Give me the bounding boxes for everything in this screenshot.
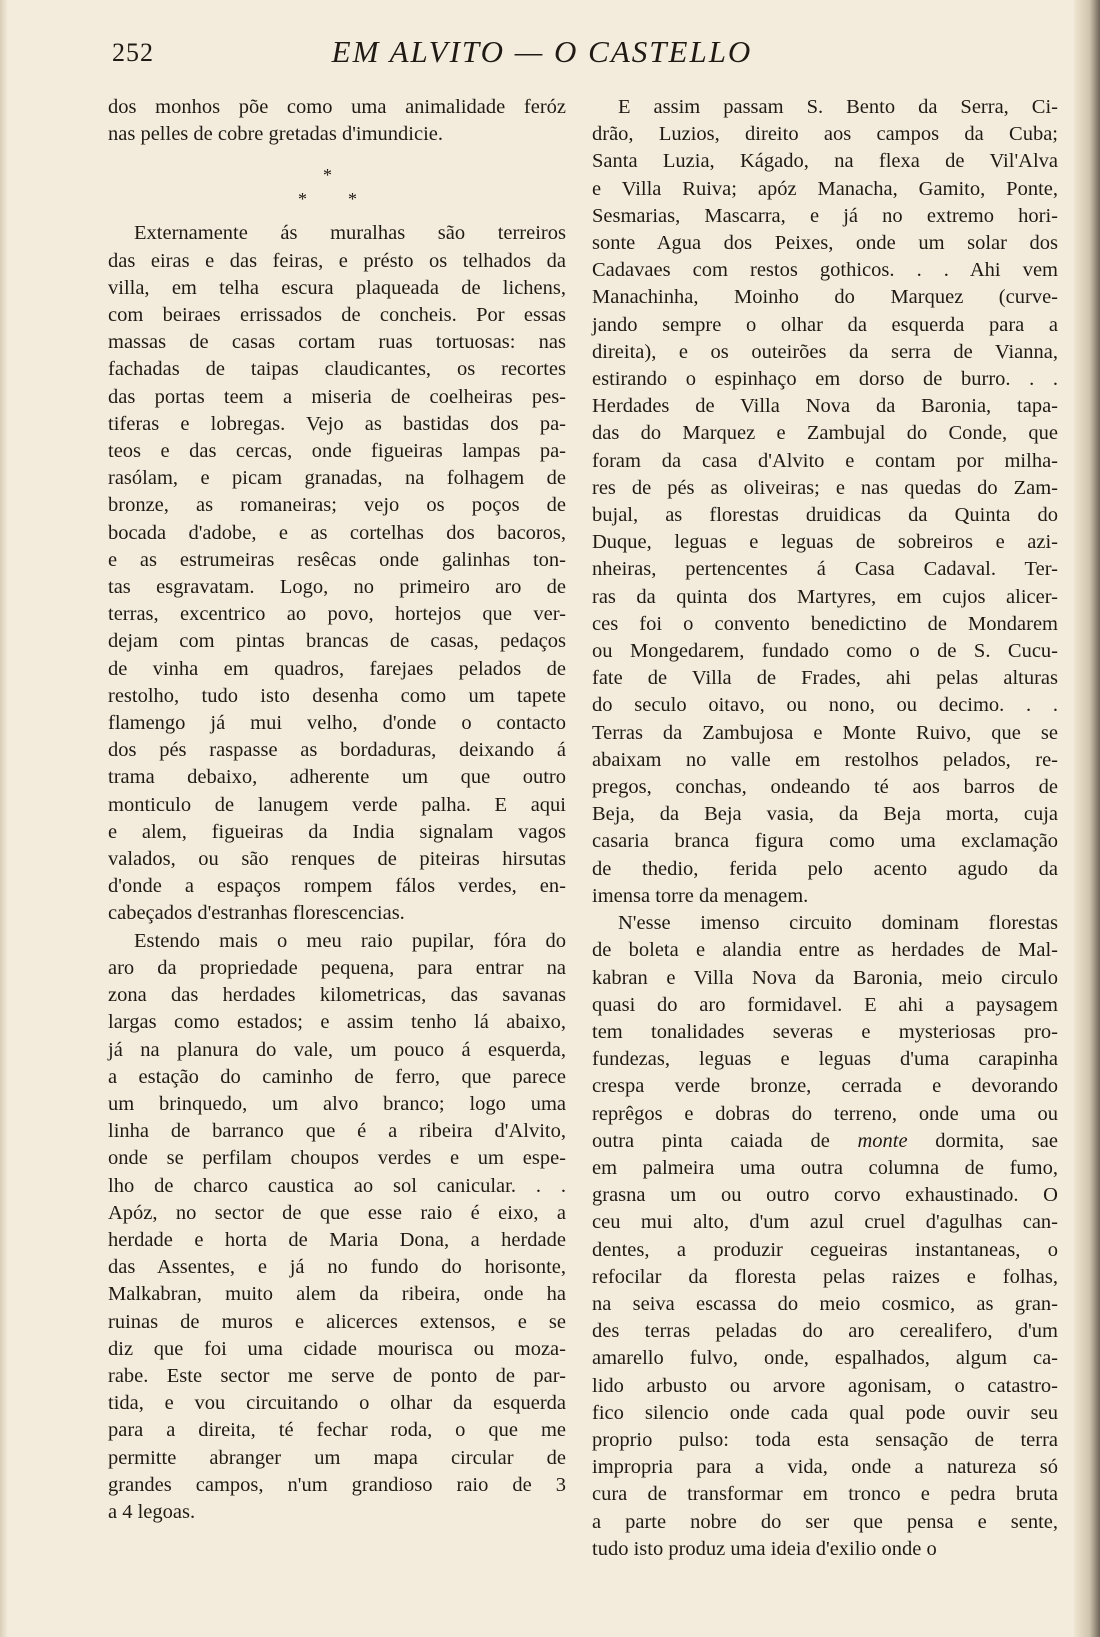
text-line: rasólam, e picam granadas, na folhagem de: [108, 467, 566, 490]
text-line: N'esse imenso circuito dominam florestas: [618, 912, 1058, 935]
text-line: Externamente ás muralhas são terreiros: [134, 222, 566, 245]
text-line: ces foi o convento benedictino de Mondarem: [592, 612, 1058, 635]
text-line: bronze, as romaneiras; vejo os poços de: [108, 494, 566, 517]
running-title: EM ALVITO — O CASTELLO: [331, 34, 753, 69]
text-line: dos pés raspasse as bordaduras, deixando á: [108, 739, 566, 762]
text-line: de vinha em quadros, farejaes pelados de: [108, 657, 566, 680]
text-line: refocilar da floresta pelas raizes e folhas,: [592, 1265, 1058, 1288]
text-line: Malkabran, muito alem da ribeira, onde ha: [108, 1283, 566, 1306]
text-line: tudo isto produz uma ideia d'exilio onde o: [592, 1537, 937, 1560]
text-line: Terras da Zambujosa e Monte Ruivo, que se: [592, 721, 1058, 744]
text-line: Cadavaes com restos gothicos. . . Ahi vem: [592, 259, 1058, 282]
text-line: dentes, a produzir cegueiras instantaneas, o: [592, 1238, 1058, 1261]
text-line: das Assentes, e já no fundo do horisonte,: [108, 1256, 566, 1279]
text-line: ruinas de muros e alicerces extensos, e se: [108, 1310, 566, 1333]
text-line: villa, em telha escura plaqueada de lichens,: [108, 276, 566, 299]
text-line: e Villa Ruiva; apóz Manacha, Gamito, Ponte,: [592, 177, 1058, 200]
text-line: das eiras e das feiras, e présto os telhados da: [108, 249, 566, 272]
text-line: flamengo já mui velho, d'onde o contacto: [108, 712, 566, 735]
text-line: impropria para a vida, onde a natureza só: [592, 1456, 1058, 1479]
text-line: largas como estados; e assim tenho lá abaixo,: [108, 1011, 566, 1034]
text-line: amarello fulvo, onde, espalhados, algum ca-: [592, 1347, 1058, 1370]
text-line: des terras peladas do aro cerealifero, d'um: [592, 1320, 1058, 1343]
text-line: fate de Villa de Frades, ahi pelas alturas: [592, 667, 1058, 690]
text-line: Beja, da Beja vasia, da Beja morta, cuja: [592, 803, 1058, 826]
asterisk: *: [298, 189, 307, 210]
text-line: ou Mongedarem, fundado como o de S. Cucu-: [592, 640, 1058, 663]
text-line: a parte nobre do ser que pensa e sente,: [592, 1510, 1058, 1533]
text-line: crespa verde bronze, cerrada e devorando: [592, 1075, 1058, 1098]
text-fragment: outra pinta caiada de: [592, 1129, 858, 1152]
text-line: estirando o espinhaço em dorso de burro. . .: [592, 368, 1058, 391]
text-line: Duque, leguas e leguas de sobreiros e azi-: [592, 531, 1058, 554]
text-line: grasna um ou outro corvo exhaustinado. O: [592, 1184, 1058, 1207]
text-line: dos monhos põe como uma animalidade feróz: [108, 96, 566, 118]
text-line: bocada d'adobe, e as cortelhas dos bacoros,: [108, 521, 566, 544]
text-line: pregos, conchas, ondeando té aos barros de: [592, 776, 1058, 799]
text-line: dejam com pintas brancas de casas, pedaços: [108, 630, 566, 653]
text-line: e alem, figueiras da India signalam vagos: [108, 820, 566, 843]
text-line: ras da quinta dos Martyres, em cujos alicer-: [592, 585, 1058, 608]
text-line: herdade e horta de Maria Dona, a herdade: [108, 1228, 566, 1251]
text-line: foram da casa d'Alvito e contam por milha-: [592, 449, 1058, 472]
text-line: permitte abranger um mapa circular de: [108, 1446, 566, 1469]
text-line: teos e das cercas, onde figueiras lampas pa-: [108, 440, 566, 463]
text-line: tas esgravatam. Logo, no primeiro aro de: [108, 576, 566, 599]
text-line: um brinquedo, um alvo branco; logo uma: [108, 1092, 566, 1115]
text-line: proprio pulso: toda esta sensação de terra: [592, 1428, 1058, 1451]
text-line: nas pelles de cobre gretadas d'imundicie.: [108, 123, 443, 146]
text-line: trama debaixo, adherente um que outro: [108, 766, 566, 789]
text-line: do seculo oitavo, ou nono, ou decimo. . .: [592, 694, 1058, 717]
text-line: em palmeira uma outra columna de fumo,: [592, 1156, 1058, 1179]
text-line: grandes campos, n'um grandioso raio de 3: [108, 1473, 566, 1496]
page-gutter-shadow: [0, 0, 8, 1637]
text-line: já na planura do vale, um pouco á esquerda,: [108, 1038, 566, 1061]
text-line: tida, e vou circuitando o olhar da esquerda: [108, 1392, 566, 1415]
asterisk: *: [323, 165, 332, 186]
page-header: [112, 34, 972, 74]
text-line: lido arbusto ou arvore agonisam, o catastro-: [592, 1374, 1058, 1397]
text-line: de thedio, ferida pelo acento agudo da: [592, 857, 1058, 880]
text-line: Apóz, no sector de que esse raio é eixo, a: [108, 1201, 566, 1224]
text-line: direita), e os outeirões da serra de Vianna,: [592, 340, 1058, 363]
text-line: tiferas e lobregas. Vejo as bastidas dos pa-: [108, 412, 566, 435]
text-line: das do Marquez e Zambujal do Conde, que: [592, 422, 1058, 445]
text-line: com beiraes errissados de concheis. Por essas: [108, 304, 566, 327]
asterisk: *: [348, 189, 357, 210]
text-line: Manachinha, Moinho do Marquez (curve-: [592, 286, 1058, 309]
text-line: a 4 legoas.: [108, 1500, 196, 1523]
text-line: na seiva escassa do meio cosmico, as gran-: [592, 1292, 1058, 1315]
text-line: fachadas de taipas claudicantes, os recortes: [108, 358, 566, 381]
text-line: Estendo mais o meu raio pupilar, fóra do: [134, 929, 566, 952]
text-line: E assim passam S. Bento da Serra, Ci-: [618, 96, 1058, 118]
text-line: de boleta e alandia entre as herdades de Mal-: [592, 939, 1058, 962]
text-line: jando sempre o olhar da esquerda para a: [592, 313, 1058, 336]
text-line: abaixam no valle em restolhos pelados, re-: [592, 748, 1058, 771]
text-line: onde se perfilam choupos verdes e um espe-: [108, 1147, 566, 1170]
section-break-asterism: [108, 152, 566, 220]
text-line: tem tonalidades severas e mysteriosas pro-: [592, 1020, 1058, 1043]
text-line: d'onde a espaços rompem fálos verdes, en-: [108, 875, 566, 898]
text-line: cura de transformar em tronco e pedra bruta: [592, 1483, 1058, 1506]
text-line: rabe. Este sector me serve de ponto de par-: [108, 1364, 566, 1387]
text-line: cabeçados d'estranhas florescencias.: [108, 902, 405, 925]
text-line: lho de charco caustica ao sol canicular. . .: [108, 1174, 566, 1197]
text-line: Sesmarias, Mascarra, e já no extremo hori-: [592, 204, 1058, 227]
text-line: terras, excentrico ao povo, hortejos que ver-: [108, 603, 566, 626]
text-line: das portas teem a miseria de coelheiras pes-: [108, 385, 566, 408]
text-line: [592, 1128, 1058, 1155]
right-text-column: [592, 94, 1058, 1563]
text-line: ceu mui alto, d'um azul cruel d'agulhas can-: [592, 1211, 1058, 1234]
text-line: kabran e Villa Nova da Baronia, meio circulo: [592, 966, 1058, 989]
text-line: res de pés as oliveiras; e nas quedas do Zam-: [592, 476, 1058, 499]
text-line: diz que foi uma cidade mourisca ou moza-: [108, 1337, 566, 1360]
text-line: Santa Luzia, Kágado, na flexa de Vil'Alva: [592, 150, 1058, 173]
text-line: monticulo de lanugem verde palha. E aqui: [108, 793, 566, 816]
text-line: sonte Agua dos Peixes, onde um solar dos: [592, 232, 1058, 255]
italic-word: monte: [857, 1129, 908, 1152]
text-line: massas de casas cortam ruas tortuosas: nas: [108, 331, 566, 354]
page-edge-shadow: [1074, 0, 1100, 1637]
text-line: linha de barranco que é a ribeira d'Alvito,: [108, 1120, 566, 1143]
text-line: zona das herdades kilometricas, das savanas: [108, 984, 566, 1007]
text-line: fico silencio onde cada qual pode ouvir seu: [592, 1401, 1058, 1424]
page-number: 252: [112, 38, 154, 67]
text-line: aro da propriedade pequena, para entrar na: [108, 956, 566, 979]
text-line: casaria branca figura como uma exclamação: [592, 830, 1058, 853]
text-line: fundezas, leguas e leguas d'uma carapinha: [592, 1048, 1058, 1071]
text-fragment: dormita, sae: [907, 1129, 1058, 1152]
text-line: para a direita, té fechar roda, o que me: [108, 1419, 566, 1442]
text-line: a estação do caminho de ferro, que parece: [108, 1065, 566, 1088]
text-line: quasi do aro formidavel. E ahi a paysagem: [592, 993, 1058, 1016]
text-line: bujal, as florestas druidicas da Quinta do: [592, 504, 1058, 527]
text-line: Herdades de Villa Nova da Baronia, tapa-: [592, 395, 1058, 418]
text-line: drão, Luzios, direito aos campos da Cuba;: [592, 123, 1058, 146]
text-line: imensa torre da menagem.: [592, 884, 809, 907]
left-text-column: [108, 94, 566, 1526]
text-line: restolho, tudo isto desenha como um tapete: [108, 684, 566, 707]
text-line: valados, ou são renques de piteiras hirsutas: [108, 848, 566, 871]
text-line: e as estrumeiras resêcas onde galinhas ton-: [108, 548, 566, 571]
text-line: nheiras, pertencentes á Casa Cadaval. Ter-: [592, 558, 1058, 581]
text-line: reprêgos e dobras do terreno, onde uma ou: [592, 1102, 1058, 1125]
